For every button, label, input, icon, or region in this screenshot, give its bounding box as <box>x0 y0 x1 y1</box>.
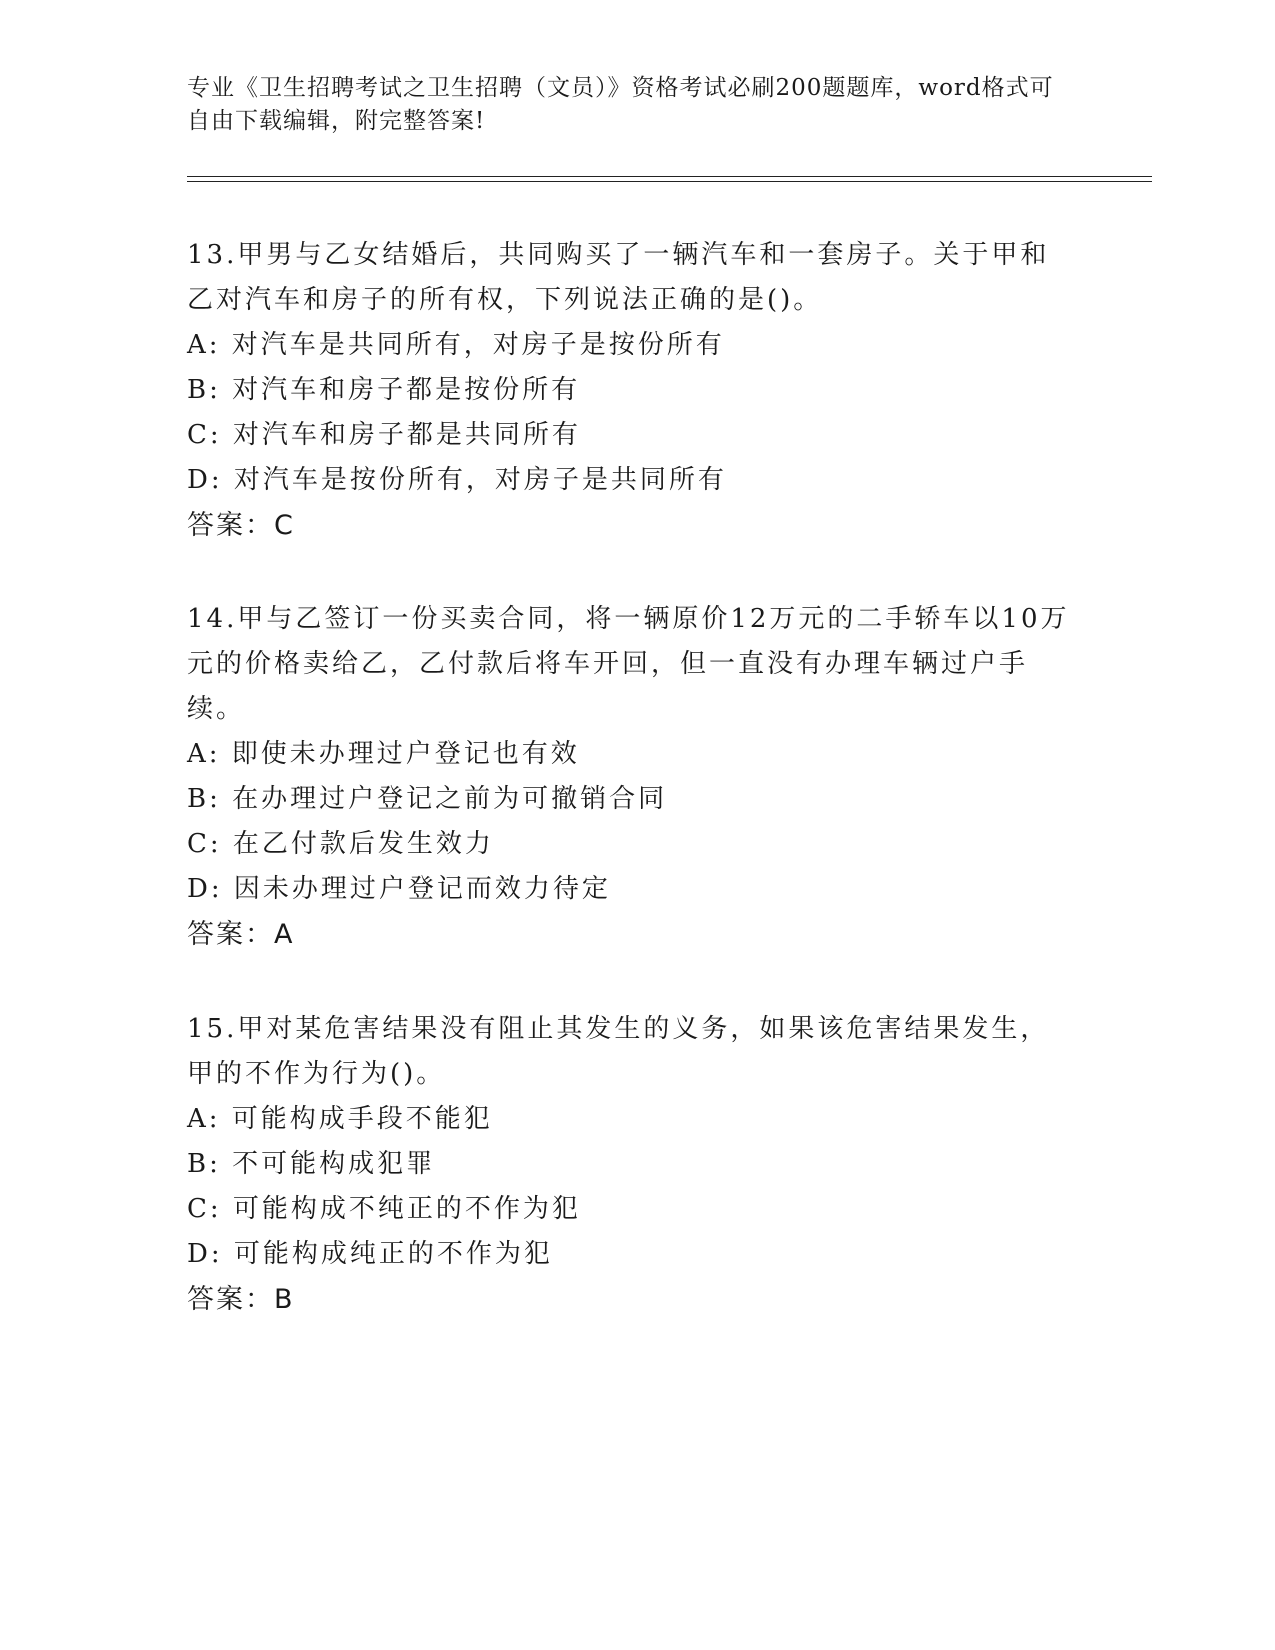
question-13 <box>187 233 1077 548</box>
header-divider-top <box>187 176 1152 177</box>
option-b: B: 不可能构成犯罪 <box>187 1149 436 1179</box>
option-c: C: 在乙付款后发生效力 <box>187 829 494 859</box>
option-b: B: 在办理过户登记之前为可撤销合同 <box>187 784 668 814</box>
answer: 答案：B <box>187 1284 295 1315</box>
document-header: 专业《卫生招聘考试之卫生招聘（文员）》资格考试必刷200题题库，word格式可自由下载编辑，附完整答案! <box>187 75 1054 134</box>
option-d: D: 因未办理过户登记而效力待定 <box>187 874 611 904</box>
option-d: D: 可能构成纯正的不作为犯 <box>187 1239 553 1269</box>
answer: 答案：C <box>187 510 295 541</box>
question-stem: 14.甲与乙签订一份买卖合同，将一辆原价12万元的二手轿车以10万元的价格卖给乙，乙付款后将车开回，但一直没有办理车辆过户手续。 <box>187 604 1070 724</box>
option-a: A: 对汽车是共同所有，对房子是按份所有 <box>187 330 725 360</box>
question-stem: 15.甲对某危害结果没有阻止其发生的义务，如果该危害结果发生，甲的不作为行为()。 <box>187 1014 1050 1089</box>
header-divider-bottom <box>187 181 1152 182</box>
question-15 <box>187 1007 1077 1322</box>
answer: 答案：A <box>187 919 295 950</box>
option-a: A: 可能构成手段不能犯 <box>187 1104 493 1134</box>
option-c: C: 可能构成不纯正的不作为犯 <box>187 1194 581 1224</box>
option-a: A: 即使未办理过户登记也有效 <box>187 739 580 769</box>
option-d: D: 对汽车是按份所有，对房子是共同所有 <box>187 465 727 495</box>
question-stem: 13.甲男与乙女结婚后，共同购买了一辆汽车和一套房子。关于甲和乙对汽车和房子的所有权，下列说法正确的是()。 <box>187 240 1050 315</box>
option-c: C: 对汽车和房子都是共同所有 <box>187 420 581 450</box>
question-14 <box>187 597 1077 957</box>
option-b: B: 对汽车和房子都是按份所有 <box>187 375 581 405</box>
